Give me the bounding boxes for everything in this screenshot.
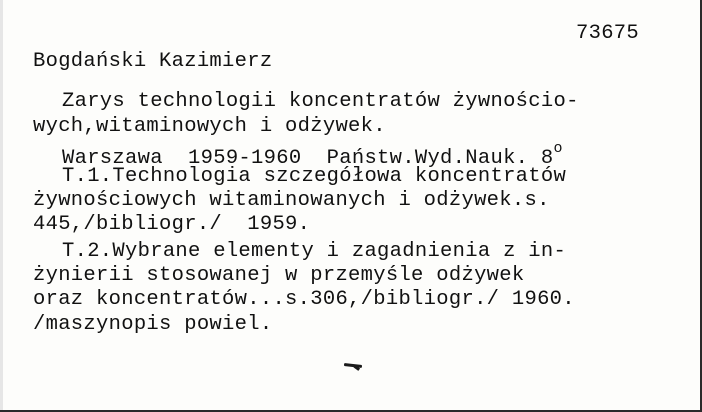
author-heading: Bogdański Kazimierz [33,50,273,73]
imprint-text: Warszawa 1959-1960 Państw.Wyd.Nauk. 8 [62,146,554,170]
volume-2-line-3: oraz koncentratów...s.306,/bibliogr./ 1960. [33,288,575,311]
end-mark [344,363,362,368]
volume-2-line-2: żynierii stosowanej w przemyśle odżywek [33,264,525,287]
volume-1-line-1: T.1.Technologia szczegółowa koncentratów [62,165,567,188]
note-line: /maszynopis powiel. [33,313,273,336]
title-line-1: Zarys technologii koncentratów żywnościo- [62,90,579,113]
catalog-number: 73675 [576,22,640,45]
volume-1-line-2: żywnościowych witaminowanych i odżywek.s. [33,189,550,212]
title-line-2: wych,witaminowych i odżywek. [33,115,386,138]
volume-1-line-3: 445,/bibliogr./ 1959. [33,213,311,236]
format-superscript: o [553,140,563,157]
volume-2-line-1: T.2.Wybrane elementy i zagadnienia z in- [62,240,567,263]
